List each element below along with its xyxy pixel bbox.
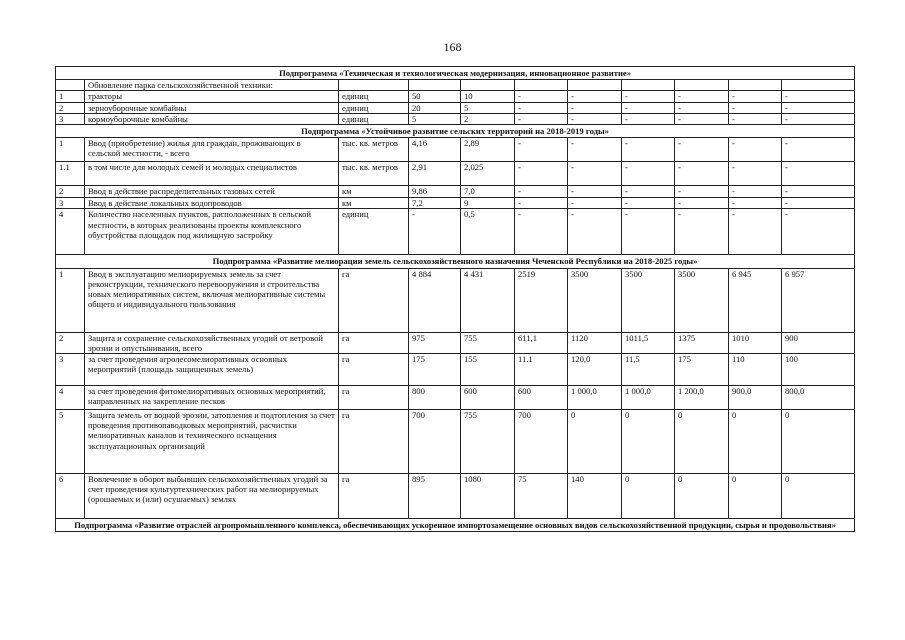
value-cell: 600 <box>461 386 515 410</box>
value-cell: - <box>782 186 855 198</box>
table-row <box>56 80 855 91</box>
row-number-cell: 4 <box>56 386 85 410</box>
value-cell: 895 <box>409 474 461 519</box>
unit-cell: га <box>339 474 409 519</box>
row-number-cell: 1.1 <box>56 162 85 186</box>
value-cell: - <box>515 113 568 124</box>
unit-cell: единиц <box>339 209 409 255</box>
value-cell <box>622 80 675 91</box>
value-cell: - <box>622 138 675 162</box>
unit-cell: единиц <box>339 113 409 124</box>
table-row <box>56 410 855 474</box>
value-cell: 0 <box>622 410 675 474</box>
indicator-name-cell: Защита и сохранение сельскохозяйственных угодий от ветровой эрозии и опустынивания, всего <box>85 332 339 353</box>
value-cell: - <box>515 102 568 113</box>
table-row <box>56 474 855 519</box>
value-cell: - <box>568 186 622 198</box>
unit-cell: га <box>339 268 409 332</box>
value-cell: - <box>729 186 782 198</box>
table-row <box>56 91 855 102</box>
value-cell: - <box>729 198 782 209</box>
table-row <box>56 162 855 186</box>
unit-cell: га <box>339 386 409 410</box>
value-cell: 20 <box>409 102 461 113</box>
value-cell <box>782 80 855 91</box>
value-cell: 4 431 <box>461 268 515 332</box>
value-cell: 75 <box>515 474 568 519</box>
value-cell: 700 <box>409 410 461 474</box>
value-cell: 2,89 <box>461 138 515 162</box>
section-header-row <box>56 125 855 138</box>
value-cell: - <box>782 138 855 162</box>
value-cell: - <box>622 186 675 198</box>
value-cell: - <box>515 91 568 102</box>
value-cell: - <box>675 102 729 113</box>
value-cell: - <box>568 113 622 124</box>
value-cell: - <box>729 138 782 162</box>
indicator-name-cell: Количество населенных пунктов, расположенных в сельской местности, в которых реализованы проекты комплексного обустройства площадок под жилищную застройку <box>85 209 339 255</box>
value-cell: - <box>515 138 568 162</box>
table-row <box>56 209 855 255</box>
value-cell: 11.1 <box>515 354 568 386</box>
value-cell: - <box>782 91 855 102</box>
unit-cell: га <box>339 410 409 474</box>
indicator-name-cell: тракторы <box>85 91 339 102</box>
section-title: Подпрограмма «Развитие мелиорации земель сельскохозяйственного назначения Чеченской Республики на 2018-2025 годы» <box>56 255 855 268</box>
unit-cell: единиц <box>339 102 409 113</box>
value-cell: 0 <box>675 474 729 519</box>
value-cell: - <box>622 91 675 102</box>
value-cell: 0 <box>729 474 782 519</box>
value-cell: 3500 <box>622 268 675 332</box>
section-title: Подпрограмма «Развитие отраслей агропромышленного комплекса, обеспечивающих ускоренное импортозамещение основных видов сельскохозяйственной продукции, сырья и продовольствия» <box>56 519 855 532</box>
indicator-name-cell: Ввод в действие локальных водопроводов <box>85 198 339 209</box>
value-cell <box>461 80 515 91</box>
row-number-cell: 1 <box>56 268 85 332</box>
section-header-row <box>56 67 855 80</box>
value-cell: - <box>729 162 782 186</box>
value-cell: - <box>729 91 782 102</box>
value-cell: - <box>675 162 729 186</box>
page-number: 168 <box>443 40 462 54</box>
indicator-name-cell: Ввод в действие распределительных газовых сетей <box>85 186 339 198</box>
value-cell: - <box>729 209 782 255</box>
value-cell: 7,0 <box>461 186 515 198</box>
table-row <box>56 198 855 209</box>
value-cell: - <box>675 209 729 255</box>
row-number-cell <box>56 80 85 91</box>
indicator-name-cell: Вовлечение в оборот выбывших сельскохозяйственных угодий за счет проведения культуртехнических работ на мелиорируемых (орошаемых и (или) осушаемых) землях <box>85 474 339 519</box>
value-cell: - <box>675 91 729 102</box>
row-number-cell: 6 <box>56 474 85 519</box>
value-cell <box>675 80 729 91</box>
value-cell: - <box>515 162 568 186</box>
value-cell: - <box>675 186 729 198</box>
value-cell: 1 000,0 <box>568 386 622 410</box>
value-cell: 0 <box>729 410 782 474</box>
value-cell: 1011,5 <box>622 332 675 353</box>
value-cell: 10 <box>461 91 515 102</box>
value-cell: - <box>782 102 855 113</box>
value-cell: 0 <box>782 410 855 474</box>
value-cell: 6 945 <box>729 268 782 332</box>
unit-cell: га <box>339 332 409 353</box>
value-cell: - <box>568 102 622 113</box>
indicator-name-cell: кормоуборочные комбайны <box>85 113 339 124</box>
table-row <box>56 268 855 332</box>
row-number-cell: 3 <box>56 198 85 209</box>
value-cell: 6 957 <box>782 268 855 332</box>
value-cell: - <box>782 209 855 255</box>
unit-cell: единиц <box>339 91 409 102</box>
value-cell: - <box>729 102 782 113</box>
value-cell: 611,1 <box>515 332 568 353</box>
row-number-cell: 2 <box>56 186 85 198</box>
value-cell: - <box>622 209 675 255</box>
value-cell: 700 <box>515 410 568 474</box>
value-cell: 975 <box>409 332 461 353</box>
value-cell: - <box>622 198 675 209</box>
unit-cell: тыс. кв. метров <box>339 138 409 162</box>
value-cell: 0 <box>782 474 855 519</box>
unit-cell: км <box>339 186 409 198</box>
value-cell: 4,16 <box>409 138 461 162</box>
value-cell: 5 <box>409 113 461 124</box>
table-row <box>56 332 855 353</box>
row-number-cell: 5 <box>56 410 85 474</box>
unit-cell <box>339 80 409 91</box>
row-number-cell: 1 <box>56 91 85 102</box>
value-cell: - <box>782 198 855 209</box>
value-cell: 3500 <box>675 268 729 332</box>
value-cell: - <box>782 162 855 186</box>
value-cell: 1 200,0 <box>675 386 729 410</box>
value-cell <box>409 80 461 91</box>
value-cell <box>515 80 568 91</box>
value-cell: - <box>568 91 622 102</box>
value-cell: 3500 <box>568 268 622 332</box>
section-header-row <box>56 519 855 532</box>
unit-cell: тыс. кв. метров <box>339 162 409 186</box>
value-cell: - <box>568 198 622 209</box>
section-header-row <box>56 255 855 268</box>
row-number-cell: 1 <box>56 138 85 162</box>
value-cell: 140 <box>568 474 622 519</box>
section-title: Подпрограмма «Техническая и технологическая модернизация, инновационное развитие» <box>56 67 855 80</box>
value-cell: 0 <box>568 410 622 474</box>
value-cell: - <box>622 113 675 124</box>
value-cell: 2 <box>461 113 515 124</box>
value-cell: - <box>729 113 782 124</box>
table-row <box>56 113 855 124</box>
value-cell: 1010 <box>729 332 782 353</box>
value-cell: - <box>675 138 729 162</box>
indicators-table <box>55 66 855 532</box>
value-cell: 100 <box>782 354 855 386</box>
value-cell <box>729 80 782 91</box>
table-row <box>56 386 855 410</box>
value-cell: - <box>675 198 729 209</box>
table-row <box>56 354 855 386</box>
unit-cell: га <box>339 354 409 386</box>
value-cell: 5 <box>461 102 515 113</box>
indicator-name-cell: Обновление парка сельскохозяйственной техники: <box>85 80 339 91</box>
value-cell: 2,025 <box>461 162 515 186</box>
row-number-cell: 3 <box>56 113 85 124</box>
value-cell: 0 <box>675 410 729 474</box>
value-cell: 900 <box>782 332 855 353</box>
table-row <box>56 186 855 198</box>
row-number-cell: 3 <box>56 354 85 386</box>
value-cell: 1375 <box>675 332 729 353</box>
indicator-name-cell: Защита земель от водной эрозии, затопления и подтопления за счет проведения противопаводковых мероприятий, расчистки мелиоративных каналов и технического оснащения эксплуатационных организаций <box>85 410 339 474</box>
indicator-name-cell: за счет проведения агролесомелиоративных основных мероприятий (площадь защищенных земель) <box>85 354 339 386</box>
value-cell: 120,0 <box>568 354 622 386</box>
value-cell: 9,86 <box>409 186 461 198</box>
indicator-name-cell: в том числе для молодых семей и молодых специалистов <box>85 162 339 186</box>
value-cell: 7,2 <box>409 198 461 209</box>
value-cell: 0,5 <box>461 209 515 255</box>
value-cell: 1120 <box>568 332 622 353</box>
value-cell: 155 <box>461 354 515 386</box>
unit-cell: км <box>339 198 409 209</box>
value-cell: - <box>782 113 855 124</box>
value-cell: - <box>515 186 568 198</box>
indicator-name-cell: Ввод в эксплуатацию мелиорируемых земель за счет реконструкции, технического перевооружения и строительства новых мелиоративных систем, включая мелиоративные системы общего и индивидуального пользования <box>85 268 339 332</box>
value-cell: 2519 <box>515 268 568 332</box>
value-cell: - <box>675 113 729 124</box>
value-cell: - <box>568 209 622 255</box>
value-cell: 9 <box>461 198 515 209</box>
value-cell: 755 <box>461 410 515 474</box>
value-cell: 900,0 <box>729 386 782 410</box>
value-cell <box>568 80 622 91</box>
value-cell: - <box>568 138 622 162</box>
value-cell: 600 <box>515 386 568 410</box>
indicator-name-cell: за счет проведения фитомелиоративных основных мероприятий, направленных на закрепление песков <box>85 386 339 410</box>
value-cell: 2,91 <box>409 162 461 186</box>
section-title: Подпрограмма «Устойчивое развитие сельских территорий на 2018-2019 годы» <box>56 125 855 138</box>
row-number-cell: 2 <box>56 332 85 353</box>
value-cell: 0 <box>622 474 675 519</box>
value-cell: - <box>409 209 461 255</box>
value-cell: 800 <box>409 386 461 410</box>
row-number-cell: 2 <box>56 102 85 113</box>
value-cell: 175 <box>675 354 729 386</box>
value-cell: - <box>515 209 568 255</box>
table-row <box>56 102 855 113</box>
value-cell: 800,0 <box>782 386 855 410</box>
value-cell: - <box>568 162 622 186</box>
value-cell: 175 <box>409 354 461 386</box>
row-number-cell: 4 <box>56 209 85 255</box>
value-cell: 110 <box>729 354 782 386</box>
value-cell: 4 884 <box>409 268 461 332</box>
value-cell: - <box>622 162 675 186</box>
value-cell: - <box>622 102 675 113</box>
indicator-name-cell: Ввод (приобретение) жилья для граждан, проживающих в сельской местности, - всего <box>85 138 339 162</box>
value-cell: 11,5 <box>622 354 675 386</box>
value-cell: 50 <box>409 91 461 102</box>
value-cell: 755 <box>461 332 515 353</box>
value-cell: - <box>515 198 568 209</box>
indicator-name-cell: зерноуборочные комбайны <box>85 102 339 113</box>
table-row <box>56 138 855 162</box>
value-cell: 1 000,0 <box>622 386 675 410</box>
value-cell: 1080 <box>461 474 515 519</box>
